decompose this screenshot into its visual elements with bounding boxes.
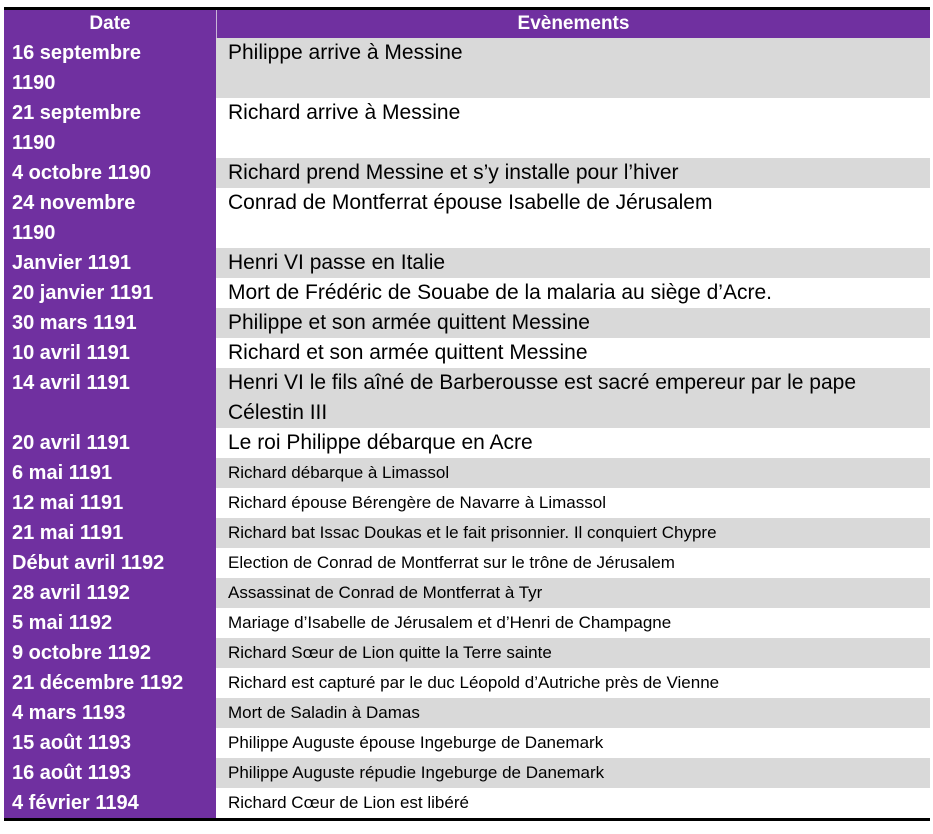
row-date	[4, 98, 216, 158]
row-event	[216, 548, 930, 578]
row-event	[216, 158, 930, 188]
row-date	[4, 668, 216, 698]
row-event-line: Mort de Saladin à Damas	[228, 703, 420, 722]
row-event-line: Richard Sœur de Lion quitte la Terre sainte	[228, 643, 552, 662]
table-row	[4, 188, 930, 248]
row-event	[216, 338, 930, 368]
row-date-line: 4 février 1194	[12, 792, 139, 814]
row-date-line: Janvier 1191	[12, 252, 131, 274]
row-event-line: Mort de Frédéric de Souabe de la malaria au siège d’Acre.	[228, 281, 772, 304]
table-header	[4, 10, 930, 38]
row-event-line: Richard Cœur de Lion est libéré	[228, 793, 469, 812]
row-date-line: 14 avril 1191	[12, 372, 130, 394]
row-date	[4, 488, 216, 518]
table-row	[4, 518, 930, 548]
row-date-line: 12 mai 1191	[12, 492, 124, 514]
row-date-line: 15 août 1193	[12, 732, 131, 754]
row-date-line: 5 mai 1192	[12, 612, 113, 634]
table-row	[4, 158, 930, 188]
chronology-table	[4, 7, 930, 821]
row-event-line: Richard et son armée quittent Messine	[228, 341, 588, 364]
row-date-line: 28 avril 1192	[12, 582, 130, 604]
row-event-line: Philippe Auguste épouse Ingeburge de Danemark	[228, 733, 604, 752]
row-date-line: Début avril 1192	[12, 552, 165, 574]
row-event-line: Philippe arrive à Messine	[228, 41, 463, 64]
row-date	[4, 428, 216, 458]
row-date-line: 20 janvier 1191	[12, 282, 154, 304]
row-event-line: Philippe et son armée quittent Messine	[228, 311, 590, 334]
row-event-line: Henri VI le fils aîné de Barberousse est sacré empereur par le pape	[228, 371, 857, 394]
row-date-line: 21 mai 1191	[12, 522, 124, 544]
table-row	[4, 728, 930, 758]
table-row	[4, 608, 930, 638]
table-row	[4, 428, 930, 458]
row-date	[4, 308, 216, 338]
row-event-line	[228, 128, 930, 158]
row-event-line: Conrad de Montferrat épouse Isabelle de Jérusalem	[228, 191, 713, 214]
row-date-line: 10 avril 1191	[12, 342, 130, 364]
row-event	[216, 458, 930, 488]
row-date	[4, 728, 216, 758]
table-row	[4, 338, 930, 368]
row-event	[216, 788, 930, 818]
row-event	[216, 698, 930, 728]
row-event-line: Assassinat de Conrad de Montferrat à Tyr	[228, 583, 543, 602]
row-event-line: Richard prend Messine et s’y installe pour l’hiver	[228, 161, 679, 184]
row-date-line: 20 avril 1191	[12, 432, 130, 454]
row-event	[216, 758, 930, 788]
row-event	[216, 728, 930, 758]
row-date-line: 6 mai 1191	[12, 462, 113, 484]
row-event-line	[228, 68, 930, 98]
row-event-line: Richard bat Issac Doukas et le fait prisonnier. Il conquiert Chypre	[228, 523, 717, 542]
table-row	[4, 758, 930, 788]
row-date-line	[12, 398, 216, 428]
row-event	[216, 488, 930, 518]
row-date	[4, 638, 216, 668]
table-row	[4, 638, 930, 668]
row-event	[216, 428, 930, 458]
row-event-line: Richard épouse Bérengère de Navarre à Limassol	[228, 493, 606, 512]
row-event	[216, 608, 930, 638]
row-date-line: 4 octobre 1190	[12, 162, 151, 184]
row-date	[4, 458, 216, 488]
table-row	[4, 308, 930, 338]
row-date-line: 4 mars 1193	[12, 702, 126, 724]
row-event	[216, 278, 930, 308]
table-row	[4, 368, 930, 428]
row-date-line: 9 octobre 1192	[12, 642, 151, 664]
row-date	[4, 788, 216, 818]
row-event-line: Philippe Auguste répudie Ingeburge de Danemark	[228, 763, 605, 782]
header-events: Evènements	[216, 10, 930, 38]
table-row	[4, 278, 930, 308]
row-date	[4, 368, 216, 428]
row-event-line: Henri VI passe en Italie	[228, 251, 446, 274]
row-event-line: Le roi Philippe débarque en Acre	[228, 431, 533, 454]
row-date-line: 21 septembre	[12, 102, 141, 124]
row-date	[4, 188, 216, 248]
row-date-line: 1190	[12, 72, 56, 94]
row-date	[4, 158, 216, 188]
row-date	[4, 548, 216, 578]
row-date	[4, 698, 216, 728]
row-event	[216, 578, 930, 608]
table-row	[4, 248, 930, 278]
table-row	[4, 668, 930, 698]
row-event	[216, 188, 930, 248]
row-date-line: 21 décembre 1192	[12, 672, 184, 694]
row-event	[216, 368, 930, 428]
row-event	[216, 638, 930, 668]
row-event-line: Richard débarque à Limassol	[228, 463, 450, 482]
table-row	[4, 38, 930, 98]
row-date	[4, 38, 216, 98]
header-date: Date	[89, 13, 131, 34]
row-date	[4, 518, 216, 548]
table-body	[4, 38, 930, 818]
row-event	[216, 668, 930, 698]
table-row	[4, 698, 930, 728]
row-date-line: 24 novembre	[12, 192, 136, 214]
row-date-line: 30 mars 1191	[12, 312, 137, 334]
row-event-line: Célestin III	[228, 401, 328, 424]
row-event-line: Richard est capturé par le duc Léopold d’Autriche près de Vienne	[228, 673, 720, 692]
row-date-line: 16 août 1193	[12, 762, 131, 784]
table-row	[4, 578, 930, 608]
row-date	[4, 578, 216, 608]
table-row	[4, 458, 930, 488]
row-date	[4, 248, 216, 278]
row-event-line: Mariage d’Isabelle de Jérusalem et d’Henri de Champagne	[228, 613, 672, 632]
row-date	[4, 608, 216, 638]
row-date-line: 1190	[12, 222, 56, 244]
table-row	[4, 548, 930, 578]
row-event	[216, 38, 930, 98]
table-row	[4, 98, 930, 158]
row-event-line: Election de Conrad de Montferrat sur le trône de Jérusalem	[228, 553, 675, 572]
table-row	[4, 488, 930, 518]
row-event	[216, 98, 930, 158]
row-date-line: 16 septembre	[12, 42, 141, 64]
row-event-line: Richard arrive à Messine	[228, 101, 461, 124]
row-event-line	[228, 218, 930, 248]
row-date-line: 1190	[12, 132, 56, 154]
row-date	[4, 278, 216, 308]
row-date	[4, 338, 216, 368]
row-date	[4, 758, 216, 788]
row-event	[216, 248, 930, 278]
row-event	[216, 308, 930, 338]
table-row	[4, 788, 930, 818]
row-event	[216, 518, 930, 548]
